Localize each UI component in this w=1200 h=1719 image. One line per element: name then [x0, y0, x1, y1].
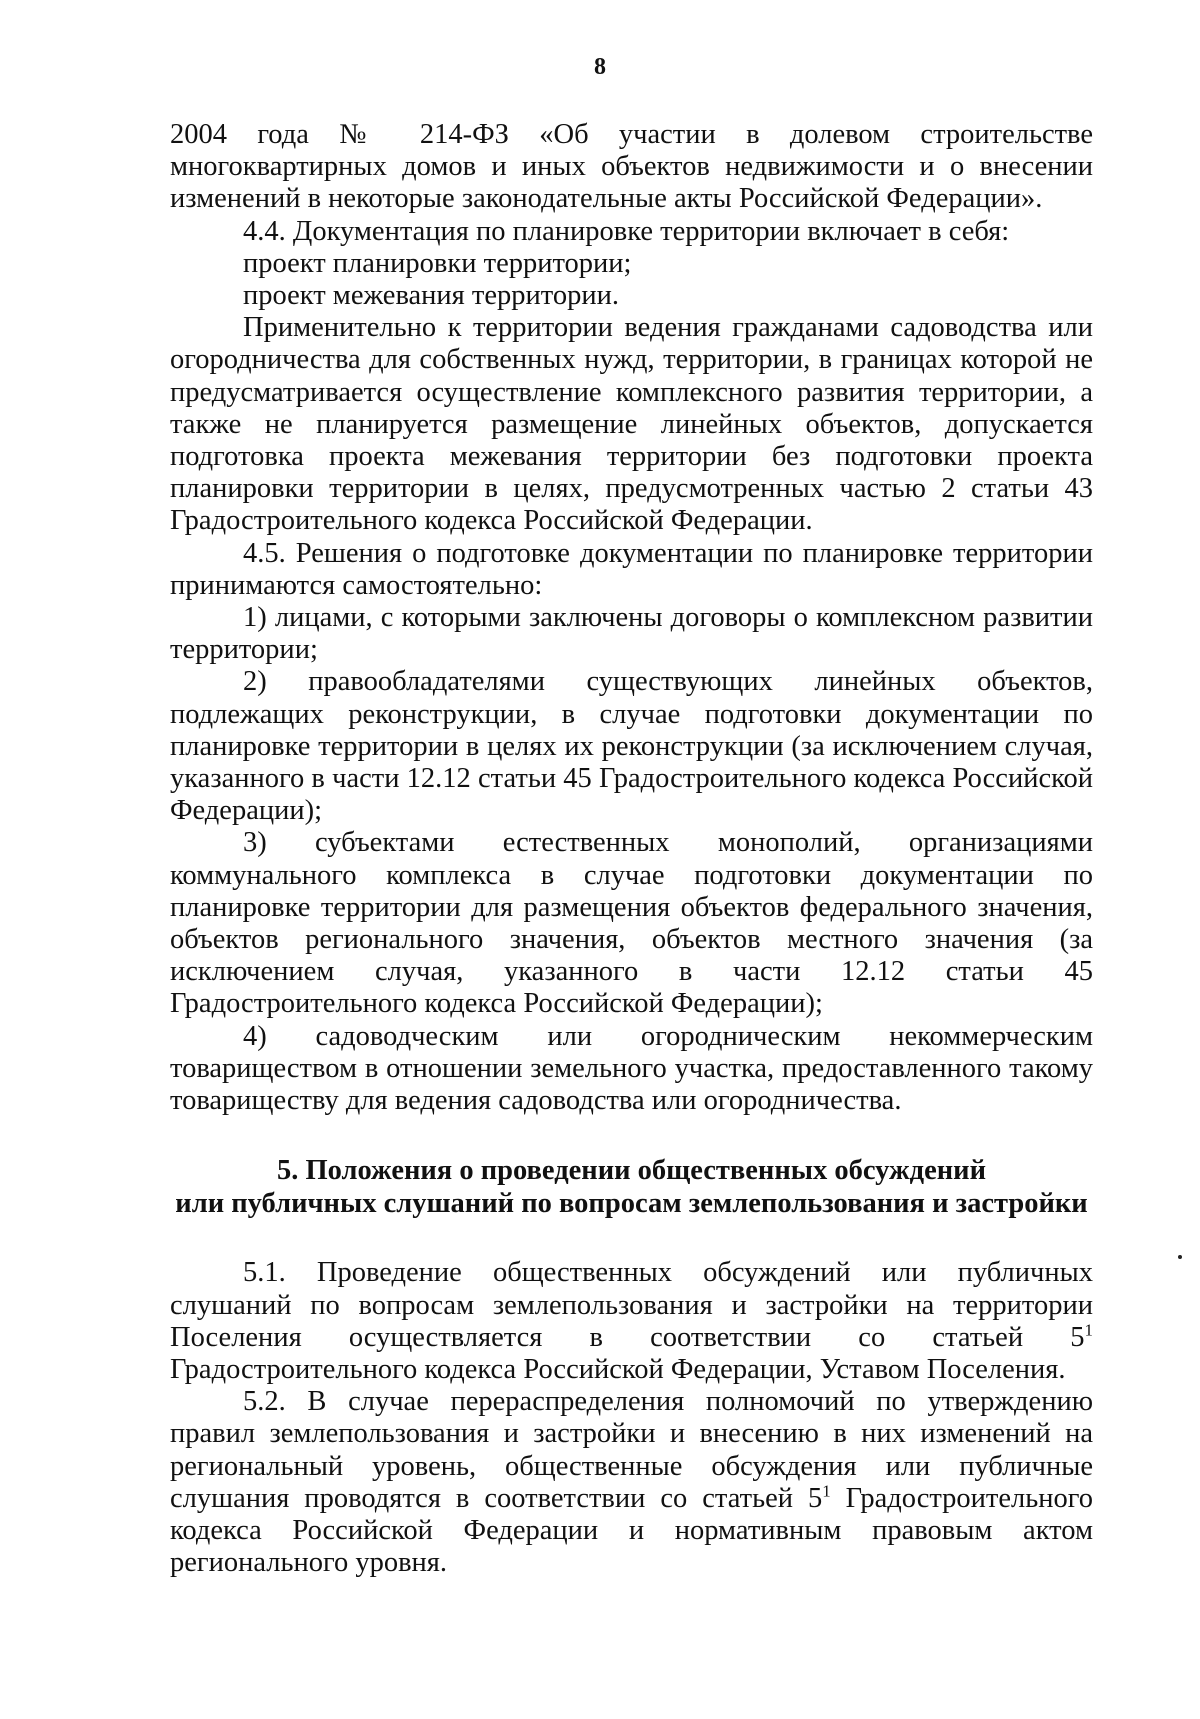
list-item-3: 3) субъектами естественных монополий, организациями коммунального комплекса в случае подготовки документации по планировке территории для размещения объектов федерального значения, объектов регионального значения, объектов местного значения (за исключением случая, указанного в части 12.12 статьи 45 Градостроительного кодекса Российской Федерации); — [170, 827, 1093, 1020]
paragraph-gardening-territory: Применительно к территории ведения гражданами садоводства или огородничества для собственных нужд, территории, в границах которой не предусматривается осуществление комплексного развития территории, а также не планируется размещение линейных объектов, допускается подготовка проекта межевания территории без подготовки проекта планировки территории в целях, предусмотренных частью 2 статьи 43 Градостроительного кодекса Российской Федерации. — [170, 312, 1093, 537]
list-item-surveying-project: проект межевания территории. — [243, 280, 619, 312]
section-heading — [170, 1154, 1093, 1220]
scan-speck — [1178, 1255, 1182, 1259]
paragraph-5-2-text: 5.2. В случае перераспределения полномочий по утверждению правил землепользования и застройки и внесению в них изменений на региональный уровень, общественные обсуждения или публичные слушания проводятся в соответствии со статьей 5 — [170, 1386, 1093, 1514]
page-number: 8 — [594, 54, 606, 80]
section-heading-line-2: или публичных слушаний по вопросам землепользования и застройки — [175, 1188, 1088, 1220]
section-heading-line-1: 5. Положения о проведении общественных обсуждений — [276, 1155, 987, 1187]
paragraph-5-1 — [170, 1257, 1093, 1386]
paragraph-5-2-text-end: Градостроительного кодекса Российской Федерации и нормативным правовым актом регионального уровня. — [170, 1482, 1093, 1579]
paragraph-5-1-superscript: 1 — [1084, 1320, 1093, 1340]
paragraph-5-2-superscript: 1 — [822, 1481, 831, 1501]
list-item-planning-project: проект планировки территории; — [243, 247, 632, 279]
paragraph-4-4: 4.4. Документация по планировке территории включает в себя: — [243, 215, 1010, 247]
paragraph-law-reference: 2004 года № 214-ФЗ «Об участии в долевом строительстве многоквартирных домов и иных объектов недвижимости и о внесении изменений в некоторые законодательные акты Российской Федерации». — [170, 119, 1093, 215]
list-item-1: 1) лицами, с которыми заключены договоры о комплексном развитии территории; — [170, 602, 1093, 666]
paragraph-5-1-text-end: Градостроительного кодекса Российской Федерации, Уставом Поселения. — [170, 1353, 1066, 1385]
document-body — [170, 119, 1093, 1579]
list-item-2: 2) правообладателями существующих линейных объектов, подлежащих реконструкции, в случае подготовки документации по планировке территории в целях их реконструкции (за исключением случая, указанного в части 12.12 статьи 45 Градостроительного кодекса Российской Федерации); — [170, 666, 1093, 827]
paragraph-5-2 — [170, 1386, 1093, 1579]
paragraph-5-1-text: 5.1. Проведение общественных обсуждений или публичных слушаний по вопросам землепользования и застройки на территории Поселения осуществляется в соответствии со статьей 5 — [170, 1257, 1093, 1353]
paragraph-4-5: 4.5. Решения о подготовке документации по планировке территории принимаются самостоятельно: — [170, 537, 1093, 601]
list-item-4: 4) садоводческим или огородническим некоммерческим товариществом в отношении земельного участка, предоставленного такому товариществу для ведения садоводства или огородничества. — [170, 1020, 1093, 1117]
